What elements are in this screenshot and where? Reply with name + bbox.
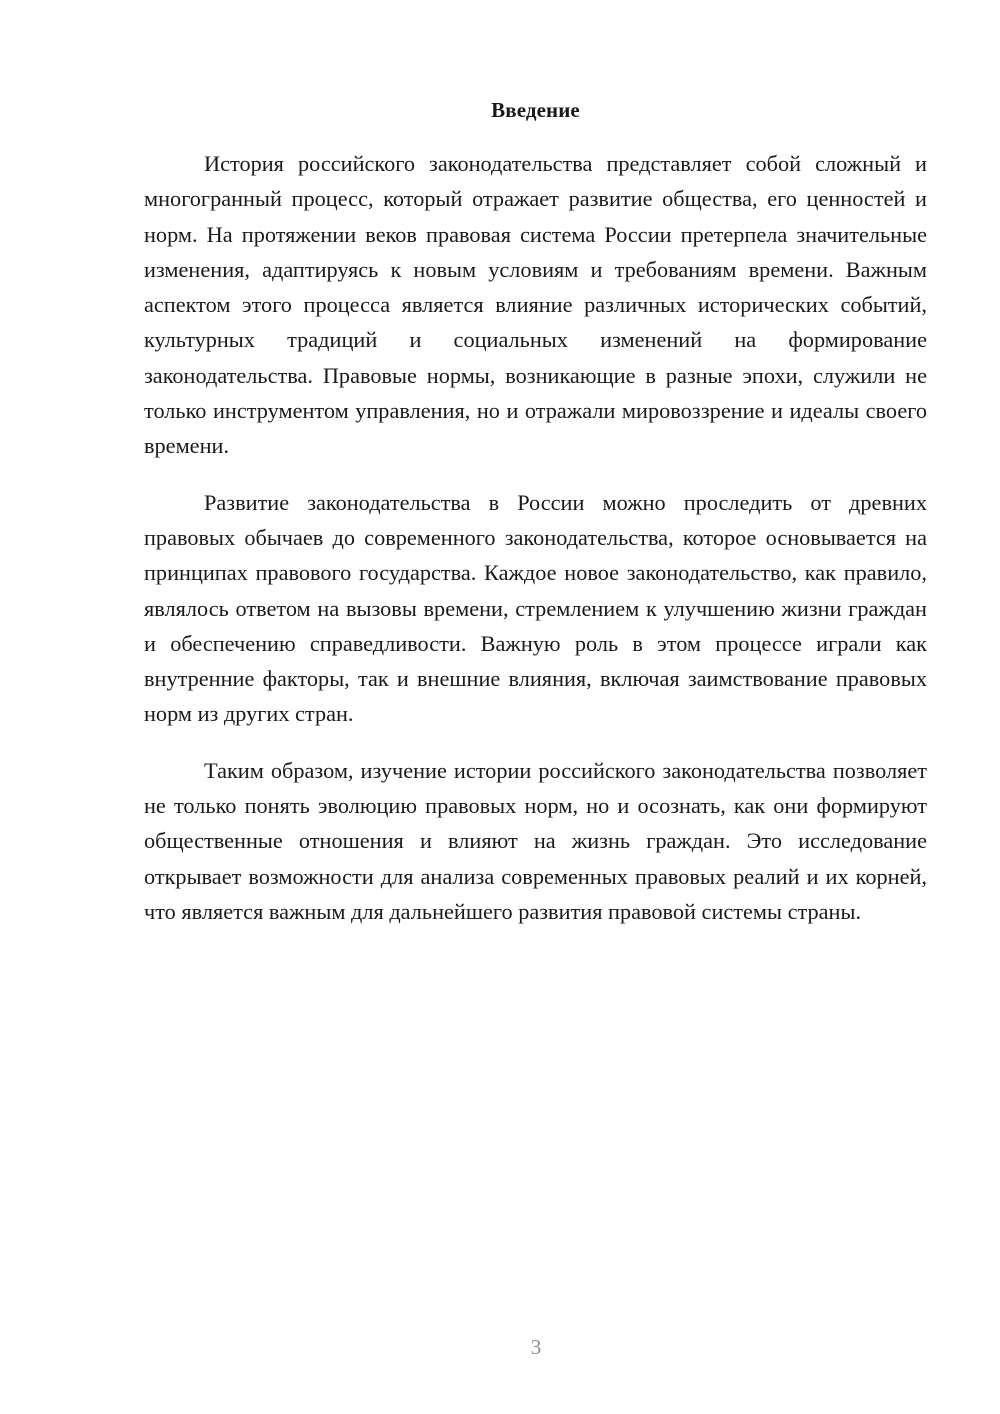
paragraph-2: Развитие законодательства в России можно проследить от древних правовых обычаев до современного законодательства, которое основывается на принципах правового государства. Каждое новое законодательство, как правило, являлось ответом на вызовы времени, стремлением к улучшению жизни граждан и обеспечению справедливости. Важную роль в этом процессе играли как внутренние факторы, так и внешние влияния, включая заимствование правовых норм из других стран. [144,489,927,727]
paragraph-3: Таким образом, изучение истории российского законодательства позволяет не только понять эволюцию правовых норм, но и осознать, как они формируют общественные отношения и влияют на жизнь граждан. Это исследование открывает возможности для анализа современных правовых реалий и их корней, что является важным для дальнейшего развития правовой системы страны. [144,757,927,924]
page-content [144,96,927,950]
section-heading: Введение [491,98,580,122]
paragraph-1: История российского законодательства представляет собой сложный и многогранный процесс, который отражает развитие общества, его ценностей и норм. На протяжении веков правовая система России претерпела значительные изменения, адаптируясь к новым условиям и требованиям времени. Важным аспектом этого процесса является влияние различных исторических событий, культурных традиций и социальных изменений на формирование законодательства. Правовые нормы, возникающие в разные эпохи, служили не только инструментом управления, но и отражали мировоззрение и идеалы своего времени. [144,151,927,459]
page-number: 3 [530,1335,542,1359]
